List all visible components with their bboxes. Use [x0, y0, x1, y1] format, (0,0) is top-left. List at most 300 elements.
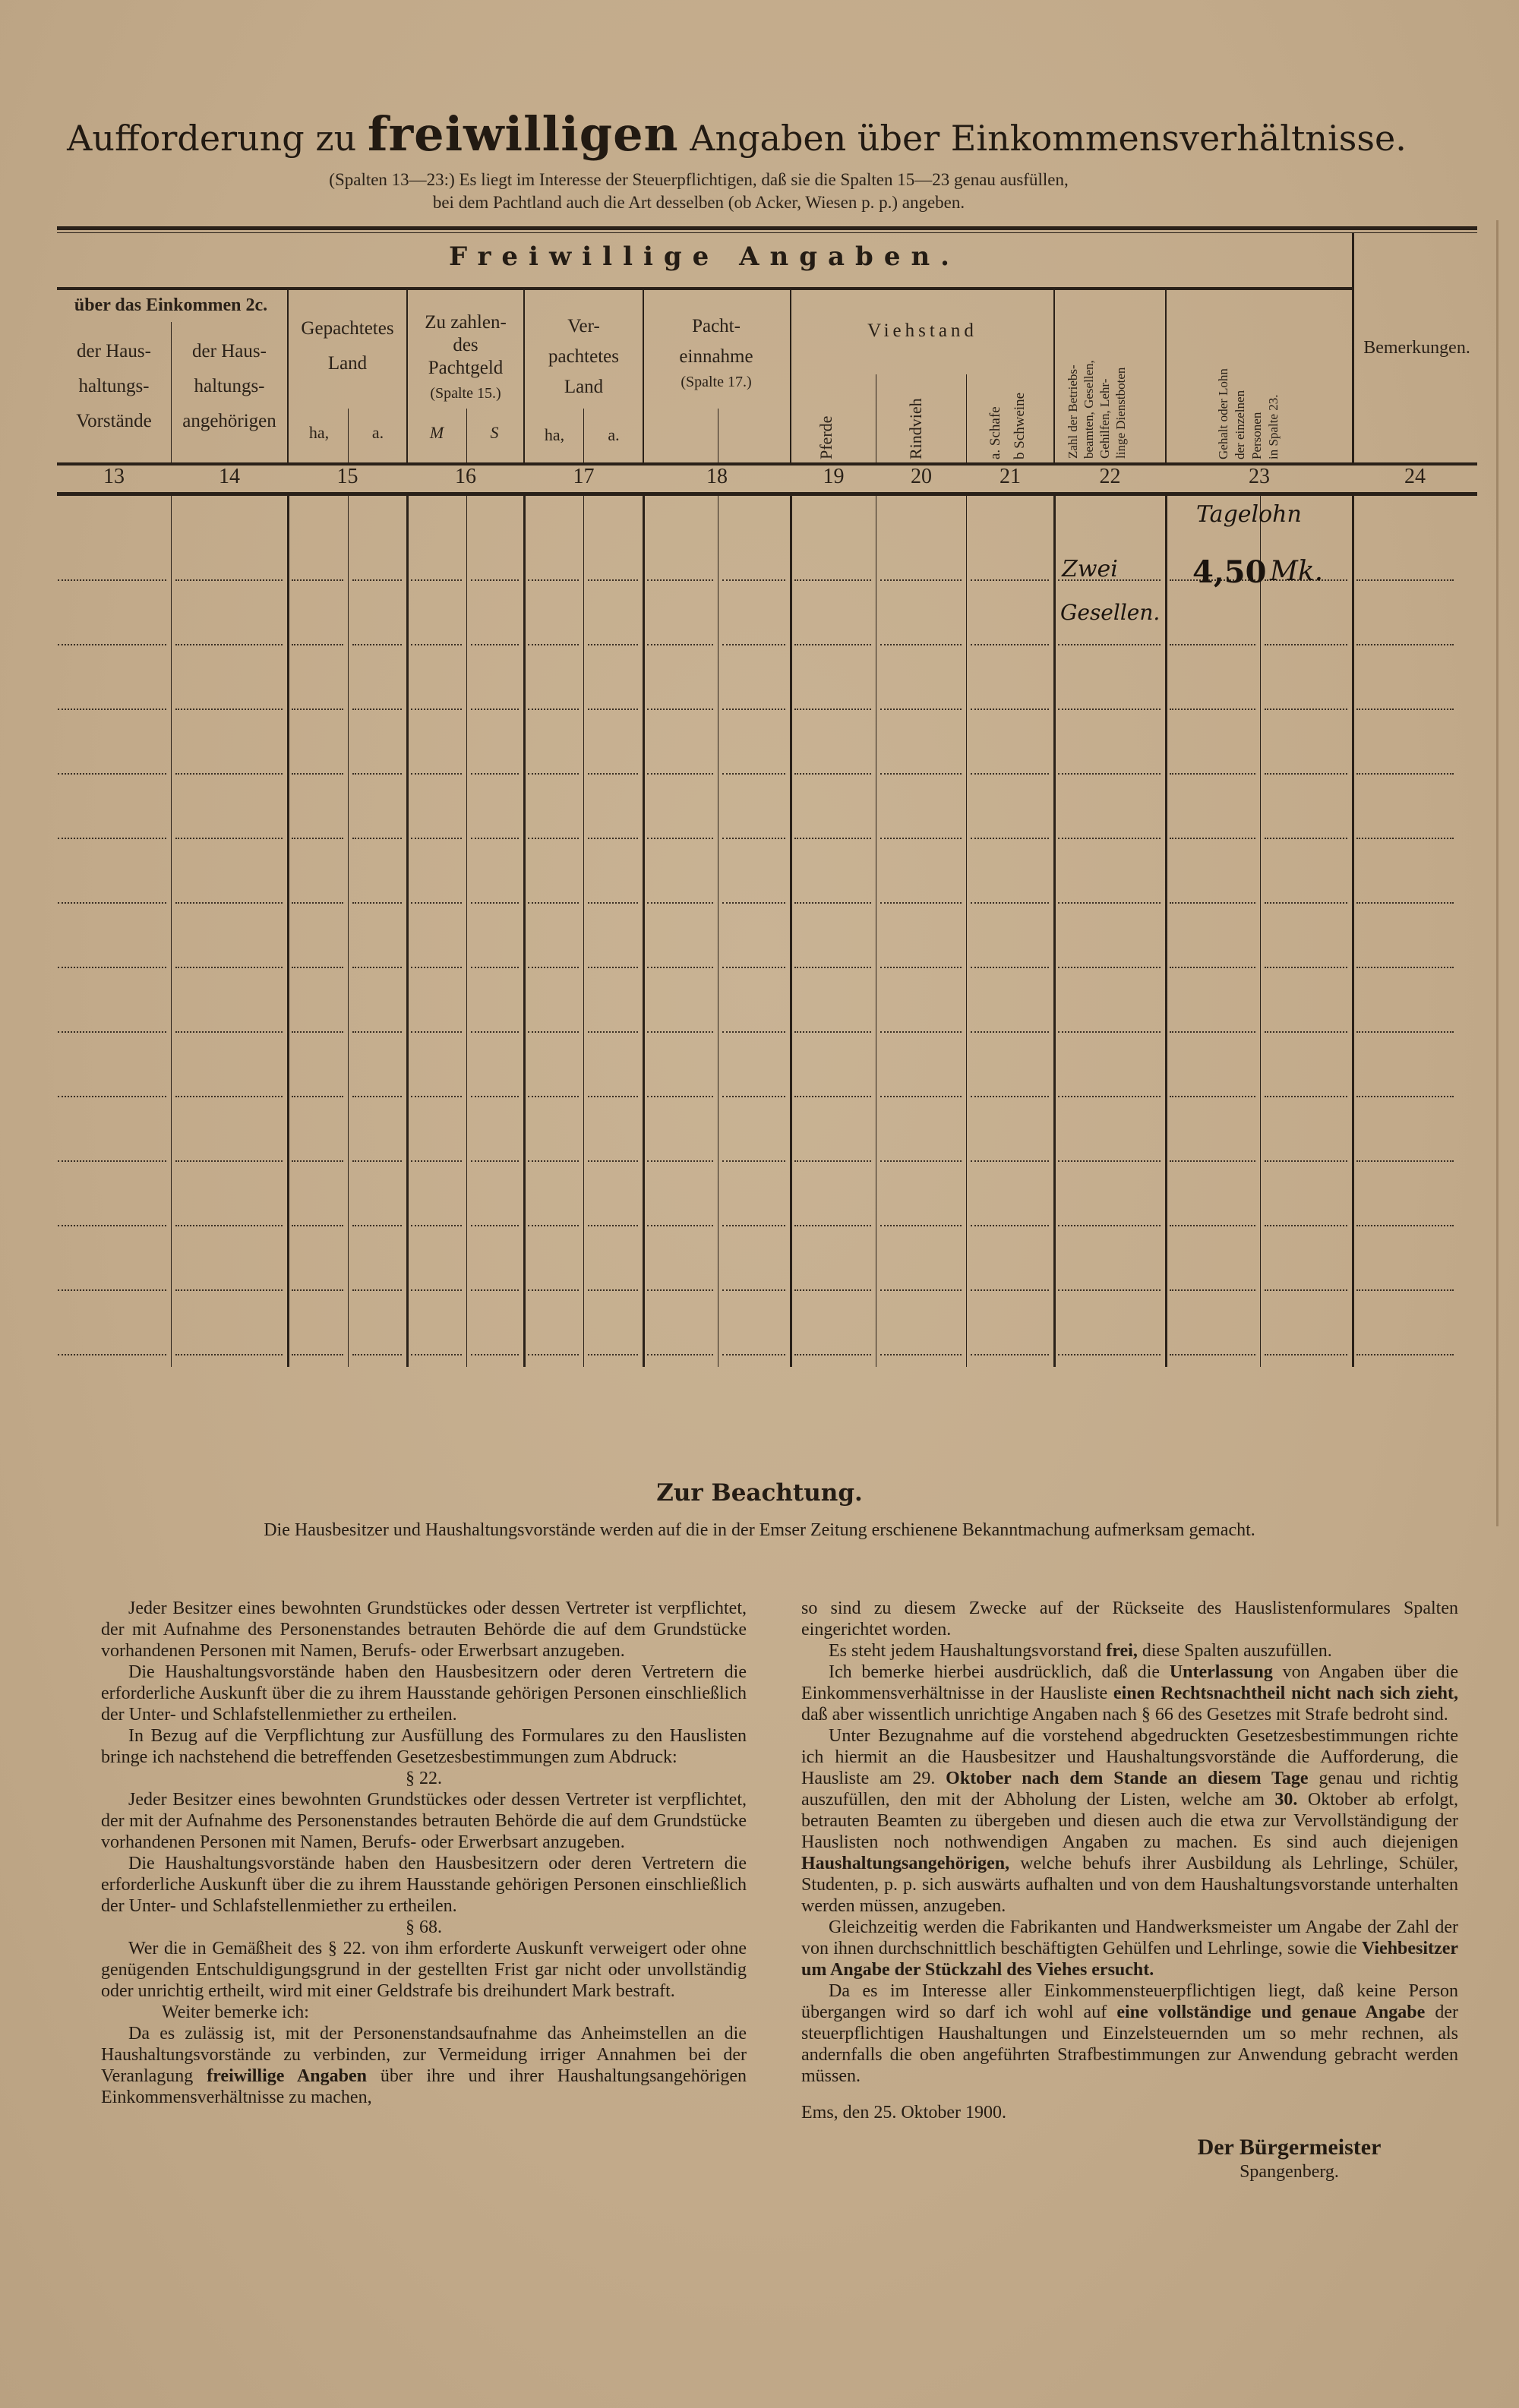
grid-column-line — [1352, 496, 1354, 1367]
grid-row-dotted-line — [1170, 709, 1255, 710]
grid-row-dotted-line — [1265, 1031, 1347, 1033]
grid-row-dotted-line — [971, 838, 1049, 839]
grid-row-dotted-line — [722, 1031, 785, 1033]
grid-row-dotted-line — [647, 709, 713, 710]
grid-row-dotted-line — [58, 1289, 166, 1291]
grid-column-line — [966, 496, 967, 1367]
grid-column-line — [643, 496, 645, 1367]
column-number: 24 — [1404, 465, 1426, 488]
grid-row-dotted-line — [1356, 644, 1454, 645]
grid-row-dotted-line — [794, 902, 871, 904]
grid-row-dotted-line — [1058, 644, 1161, 645]
grid-row-dotted-line — [588, 902, 638, 904]
grid-row-dotted-line — [411, 1096, 462, 1097]
grid-row-dotted-line — [411, 1289, 462, 1291]
grid-row-dotted-line — [292, 644, 343, 645]
grid-row-dotted-line — [647, 644, 713, 645]
grid-row-dotted-line — [292, 838, 343, 839]
grid-row-dotted-line — [722, 902, 785, 904]
grid-row-dotted-line — [58, 1354, 166, 1355]
grid-row-dotted-line — [722, 1160, 785, 1162]
table-top-rule — [57, 226, 1477, 230]
grid-column-line — [171, 496, 172, 1367]
grid-row-dotted-line — [58, 967, 166, 968]
column-number: 19 — [823, 465, 845, 488]
emphasis: frei, — [1106, 1641, 1138, 1661]
grid-row-dotted-line — [1170, 1225, 1255, 1226]
section-heading: Freiwillige Angaben. — [448, 241, 961, 272]
grid-row-dotted-line — [647, 1160, 713, 1162]
paragraph: Jeder Besitzer eines bewohnten Grundstückes oder dessen Vertreter ist verpflichtet, der mit Aufnahme des Personenstandes betrauten Behörde die auf dem Grundstücke vorhandenen Personen mit Namen, Berufs- oder Erwerbsart anzugeben. — [101, 1598, 747, 1661]
column-number: 18 — [706, 465, 728, 488]
grid-row-dotted-line — [1170, 1289, 1255, 1291]
grid-row-dotted-line — [1356, 902, 1454, 904]
grid-row-dotted-line — [352, 1289, 402, 1291]
signature-title: Der Bürgermeister — [1197, 2135, 1382, 2160]
grid-row-dotted-line — [647, 773, 713, 775]
grid-row-dotted-line — [971, 1289, 1049, 1291]
grid-row-dotted-line — [794, 579, 871, 581]
grid-row-dotted-line — [471, 773, 519, 775]
text: diese Spalten auszufüllen. — [1142, 1641, 1332, 1661]
grid-row-dotted-line — [352, 773, 402, 775]
grid-row-dotted-line — [58, 773, 166, 775]
grid-column-line — [583, 496, 584, 1367]
title-post: Angaben über Einkommensverhältnisse. — [690, 118, 1407, 159]
grid-row-dotted-line — [352, 1225, 402, 1226]
header-col-15: Gepachtetes Land — [301, 318, 394, 374]
grid-row-dotted-line — [471, 902, 519, 904]
grid-row-dotted-line — [1058, 1160, 1161, 1162]
sub-divider-17 — [583, 409, 584, 464]
grid-row-dotted-line — [880, 773, 962, 775]
grid-row-dotted-line — [1170, 1354, 1255, 1355]
paragraph: In Bezug auf die Verpflichtung zur Ausfüllung des Formulares zu den Hauslisten bringe ich nachstehend die betreffenden Gesetzesbestimmungen zum Abdruck: — [101, 1726, 747, 1767]
grid-row-dotted-line — [58, 1160, 166, 1162]
grid-row-dotted-line — [292, 1354, 343, 1355]
grid-row-dotted-line — [471, 579, 519, 581]
header-col-16-pfennig: S — [490, 423, 499, 442]
grid-row-dotted-line — [411, 967, 462, 968]
grid-column-line — [1260, 496, 1261, 1367]
grid-row-dotted-line — [971, 1096, 1049, 1097]
grid-row-dotted-line — [58, 838, 166, 839]
grid-row-dotted-line — [588, 967, 638, 968]
grid-row-dotted-line — [528, 1289, 579, 1291]
grid-row-dotted-line — [352, 967, 402, 968]
grid-row-dotted-line — [528, 1160, 579, 1162]
grid-row-dotted-line — [528, 1031, 579, 1033]
grid-row-dotted-line — [647, 1354, 713, 1355]
grid-row-dotted-line — [722, 709, 785, 710]
grid-row-dotted-line — [58, 709, 166, 710]
paragraph — [801, 1917, 1458, 1980]
header-col-21: a. Schafe b Schweine — [987, 392, 1028, 459]
paragraph: Wer die in Gemäßheit des § 22. von ihm erforderte Auskunft verweigert oder ohne genügenden Entschuldigungsgrund in der gestellten Frist gar nicht oder unvollständig oder unrichtig ertheilt, wird mit einer Geldstrafe bis dreihundert Mark bestraft. — [101, 1939, 747, 2001]
grid-row-dotted-line — [411, 773, 462, 775]
header-col-17: Ver- pachtetes Land — [548, 316, 619, 397]
document-title — [0, 106, 1473, 162]
grid-row-dotted-line — [528, 773, 579, 775]
grid-row-dotted-line — [352, 1096, 402, 1097]
paragraph — [801, 1662, 1458, 1725]
header-col-13: der Haus- haltungs- Vorstände — [76, 341, 152, 431]
grid-row-dotted-line — [722, 579, 785, 581]
header-col-15-ha: ha, — [308, 423, 330, 442]
grid-row-dotted-line — [528, 967, 579, 968]
grid-row-dotted-line — [1170, 838, 1255, 839]
grid-row-dotted-line — [794, 1031, 871, 1033]
grid-row-dotted-line — [647, 579, 713, 581]
grid-row-dotted-line — [1265, 709, 1347, 710]
grid-row-dotted-line — [722, 1354, 785, 1355]
grid-row-dotted-line — [647, 1289, 713, 1291]
grid-row-dotted-line — [292, 1096, 343, 1097]
paragraph — [801, 1640, 1458, 1662]
grid-row-dotted-line — [175, 709, 283, 710]
grid-row-dotted-line — [722, 838, 785, 839]
grid-row-dotted-line — [528, 1354, 579, 1355]
col-divider-18-19-header — [790, 290, 791, 464]
text: Es steht jedem Haushaltungsvorstand — [829, 1641, 1102, 1661]
grid-row-dotted-line — [1356, 1225, 1454, 1226]
grid-row-dotted-line — [58, 1096, 166, 1097]
header-col-24: Bemerkungen. — [1363, 338, 1470, 358]
grid-row-dotted-line — [352, 1031, 402, 1033]
column-number: 16 — [455, 465, 476, 488]
grid-row-dotted-line — [1058, 967, 1161, 968]
grid-row-dotted-line — [647, 1031, 713, 1033]
col-divider-22-23-header — [1165, 290, 1167, 464]
grid-row-dotted-line — [971, 1160, 1049, 1162]
header-col-16: Zu zahlen- des Pachtgeld — [425, 312, 507, 378]
grid-row-dotted-line — [1058, 1354, 1161, 1355]
grid-row-dotted-line — [971, 644, 1049, 645]
paper-fold — [1496, 220, 1498, 1526]
subtitle-line-1: (Spalten 13—23:) Es liegt im Interesse der Steuerpflichtigen, daß sie die Spalten 15—23 genau ausfüllen, — [329, 170, 1069, 189]
grid-row-dotted-line — [175, 1289, 283, 1291]
grid-row-dotted-line — [588, 1096, 638, 1097]
grid-row-dotted-line — [1058, 1096, 1161, 1097]
notice-subtitle: Die Hausbesitzer und Haushaltungsvorstände werden auf die in der Emser Zeitung erschienene Bekanntmachung aufmerksam gemacht. — [264, 1520, 1255, 1540]
grid-row-dotted-line — [880, 644, 962, 645]
text: welche behufs ihrer Ausbildung als Lehrlinge, Schüler, Studenten, p. p. sich auswärts aufhalten und von dem Haushaltungsvorstande unterhalten werden müssen, anzugeben. — [801, 1854, 1459, 1916]
grid-row-dotted-line — [58, 644, 166, 645]
grid-row-dotted-line — [471, 1354, 519, 1355]
emphasis: eine vollständige und genaue Angabe — [1116, 2002, 1426, 2022]
column-number: 21 — [1000, 465, 1021, 488]
grid-row-dotted-line — [352, 709, 402, 710]
grid-row-dotted-line — [292, 579, 343, 581]
grid-row-dotted-line — [175, 1225, 283, 1226]
grid-row-dotted-line — [647, 902, 713, 904]
notice-right-column — [801, 1598, 1458, 2182]
grid-row-dotted-line — [471, 1096, 519, 1097]
grid-row-dotted-line — [1265, 902, 1347, 904]
grid-row-dotted-line — [411, 902, 462, 904]
grid-row-dotted-line — [292, 967, 343, 968]
grid-row-dotted-line — [880, 838, 962, 839]
paragraph: Die Haushaltungsvorstände haben den Hausbesitzern oder deren Vertretern die erforderliche Auskunft über die zu ihrem Hausstande gehörigen Personen einschließlich der Unter- und Schlafstellenmiether zu ertheilen. — [101, 1854, 747, 1916]
handwritten-c23-unit: Mk. — [1270, 556, 1324, 587]
grid-row-dotted-line — [528, 1225, 579, 1226]
grid-row-dotted-line — [1356, 1031, 1454, 1033]
grid-row-dotted-line — [588, 1354, 638, 1355]
grid-row-dotted-line — [971, 579, 1049, 581]
header-viehstand: Viehstand — [867, 320, 977, 341]
emphasis: Viehbesitzer um Angabe der Stückzahl des Viehes ersucht. — [801, 1939, 1459, 1980]
grid-row-dotted-line — [794, 1225, 871, 1226]
signature-name: Spangenberg. — [1240, 2162, 1339, 2182]
column-number: 22 — [1099, 465, 1121, 488]
grid-row-dotted-line — [411, 709, 462, 710]
grid-row-dotted-line — [1265, 838, 1347, 839]
grid-row-dotted-line — [471, 1160, 519, 1162]
column-number: 13 — [103, 465, 125, 488]
grid-row-dotted-line — [175, 967, 283, 968]
grid-row-dotted-line — [1356, 1289, 1454, 1291]
grid-row-dotted-line — [794, 1160, 871, 1162]
grid-row-dotted-line — [471, 1031, 519, 1033]
grid-row-dotted-line — [588, 644, 638, 645]
grid-row-dotted-line — [880, 709, 962, 710]
header-col-22: Zahl der Betriebs- beamten, Gesellen, Gehilfen, Lehr- linge Dienstboten — [1066, 360, 1128, 459]
emphasis: Oktober nach dem Stande an diesem Tage — [946, 1769, 1309, 1788]
grid-row-dotted-line — [352, 579, 402, 581]
grid-row-dotted-line — [411, 838, 462, 839]
grid-row-dotted-line — [880, 1160, 962, 1162]
paragraph: Die Haushaltungsvorstände haben den Hausbesitzern oder deren Vertretern die erforderliche Auskunft über die zu ihrem Hausstande gehörigen Personen einschließlich der Unter- und Schlafstellenmiether zu ertheilen. — [101, 1662, 747, 1725]
column-number: 17 — [573, 465, 595, 488]
grid-row-dotted-line — [971, 709, 1049, 710]
handwritten-c22-line2: Gesellen. — [1060, 600, 1161, 625]
grid-row-dotted-line — [175, 1096, 283, 1097]
grid-row-dotted-line — [880, 1289, 962, 1291]
grid-row-dotted-line — [1265, 1096, 1347, 1097]
sub-divider-20-21 — [966, 374, 967, 464]
text: Ich bemerke hierbei ausdrücklich, daß die — [829, 1662, 1161, 1682]
grid-row-dotted-line — [352, 838, 402, 839]
grid-row-dotted-line — [411, 1354, 462, 1355]
grid-row-dotted-line — [647, 838, 713, 839]
text: der steuerpflichtigen Haushaltungen und Einzelsteuernden um so mehr rechnen, als andernfalls die oben angeführten Strafbestimmungen zur Anwendung gebracht werden müssen. — [801, 2002, 1459, 2086]
subtitle-line-2: bei dem Pachtland auch die Art desselben (ob Acker, Wiesen p. p.) angeben. — [432, 193, 965, 212]
grid-row-dotted-line — [722, 967, 785, 968]
grid-row-dotted-line — [1170, 1031, 1255, 1033]
emphasis: freiwillige Angaben — [207, 2066, 367, 2086]
grid-row-dotted-line — [58, 1031, 166, 1033]
grid-row-dotted-line — [292, 902, 343, 904]
header-col-18-note: (Spalte 17.) — [681, 374, 752, 390]
grid-row-dotted-line — [971, 967, 1049, 968]
grid-column-line — [790, 496, 792, 1367]
header-col-23: Gehalt oder Lohn der einzelnen Personen in Spalte 23. — [1216, 368, 1281, 459]
grid-column-line — [348, 496, 349, 1367]
grid-row-dotted-line — [1265, 644, 1347, 645]
grid-row-dotted-line — [1170, 902, 1255, 904]
grid-row-dotted-line — [175, 773, 283, 775]
grid-row-dotted-line — [1265, 773, 1347, 775]
grid-row-dotted-line — [880, 1031, 962, 1033]
grid-column-line — [287, 496, 289, 1367]
grid-row-dotted-line — [647, 1096, 713, 1097]
column-numbers-bottom-rule — [57, 492, 1477, 496]
header-col-15-a: a. — [371, 423, 384, 442]
grid-row-dotted-line — [588, 1289, 638, 1291]
grid-row-dotted-line — [722, 644, 785, 645]
header-rule — [57, 287, 1352, 290]
table-top-rule-thin — [57, 232, 1477, 233]
grid-row-dotted-line — [1265, 1160, 1347, 1162]
grid-row-dotted-line — [1265, 1289, 1347, 1291]
paragraph: Jeder Besitzer eines bewohnten Grundstückes oder dessen Vertreter ist verpflichtet, der mit der Aufnahme des Personenstandes betrauten Behörde die auf dem Grundstücke vorhandenen Personen mit Namen, Berufs- oder Erwerbsart anzugeben. — [101, 1790, 747, 1852]
grid-row-dotted-line — [471, 838, 519, 839]
notice-left-column — [101, 1598, 747, 2108]
grid-column-line — [466, 496, 467, 1367]
header-col-16-mark: M — [429, 423, 444, 442]
grid-row-dotted-line — [1356, 709, 1454, 710]
sub-divider-16 — [466, 409, 467, 464]
grid-row-dotted-line — [647, 967, 713, 968]
grid-row-dotted-line — [588, 1225, 638, 1226]
grid-row-dotted-line — [880, 902, 962, 904]
grid-row-dotted-line — [1058, 902, 1161, 904]
grid-column-line — [406, 496, 409, 1367]
grid-row-dotted-line — [1058, 773, 1161, 775]
handwritten-c23-amount: 4,50 — [1192, 554, 1267, 590]
grid-row-dotted-line — [175, 902, 283, 904]
grid-row-dotted-line — [1170, 773, 1255, 775]
grid-row-dotted-line — [1356, 1096, 1454, 1097]
header-col-19: Pferde — [816, 415, 835, 459]
grid-row-dotted-line — [411, 1225, 462, 1226]
grid-row-dotted-line — [175, 1031, 283, 1033]
grid-row-dotted-line — [58, 579, 166, 581]
section-68-heading: § 68. — [406, 1917, 442, 1937]
grid-row-dotted-line — [588, 773, 638, 775]
emphasis: einen Rechtsnachtheil nicht nach sich zieht, — [1113, 1684, 1458, 1703]
grid-row-dotted-line — [528, 902, 579, 904]
grid-row-dotted-line — [292, 1289, 343, 1291]
title-emphasis: freiwilligen — [367, 106, 679, 162]
text: Da es zulässig ist, mit der Personenstandsaufnahme das Anheimstellen an die Haushaltungsvorstände zu verbinden, zur Vermeidung irriger Annahmen bei der Veranlagung — [101, 2024, 747, 2086]
grid-row-dotted-line — [647, 1225, 713, 1226]
grid-row-dotted-line — [1058, 709, 1161, 710]
grid-row-dotted-line — [411, 1160, 462, 1162]
paragraph — [801, 1980, 1458, 2087]
grid-row-dotted-line — [292, 1160, 343, 1162]
grid-row-dotted-line — [1356, 579, 1454, 581]
grid-row-dotted-line — [1356, 773, 1454, 775]
grid-row-dotted-line — [1356, 1354, 1454, 1355]
grid-row-dotted-line — [471, 644, 519, 645]
grid-row-dotted-line — [528, 1096, 579, 1097]
grid-row-dotted-line — [880, 1096, 962, 1097]
grid-row-dotted-line — [528, 838, 579, 839]
grid-row-dotted-line — [471, 1225, 519, 1226]
column-number: 20 — [911, 465, 932, 488]
grid-row-dotted-line — [411, 644, 462, 645]
grid-row-dotted-line — [471, 1289, 519, 1291]
text: Da es im Interesse aller Einkommensteuerpflichtigen liegt, daß keine Person übergangen wird so darf ich wohl auf — [801, 1981, 1458, 2022]
grid-row-dotted-line — [528, 709, 579, 710]
grid-row-dotted-line — [794, 967, 871, 968]
grid-row-dotted-line — [1170, 1096, 1255, 1097]
emphasis: 30. — [1274, 1790, 1298, 1810]
grid-row-dotted-line — [175, 1354, 283, 1355]
column-number: 15 — [336, 465, 358, 488]
grid-row-dotted-line — [471, 967, 519, 968]
grid-row-dotted-line — [722, 1289, 785, 1291]
grid-row-dotted-line — [794, 773, 871, 775]
text: Unter Bezugnahme auf die vorstehend abgedruckten Gesetzesbestimmungen richte ich hiermit an die Hausbesitzer und Haushaltungsvorstände die Aufforderung, die Hausliste am 29. — [801, 1726, 1458, 1788]
section-22-heading: § 22. — [406, 1769, 442, 1788]
grid-row-dotted-line — [352, 644, 402, 645]
grid-row-dotted-line — [722, 1096, 785, 1097]
grid-row-dotted-line — [1170, 1160, 1255, 1162]
grid-row-dotted-line — [1058, 1031, 1161, 1033]
grid-row-dotted-line — [794, 709, 871, 710]
grid-row-dotted-line — [971, 902, 1049, 904]
paragraph: so sind zu diesem Zwecke auf der Rückseite des Hauslistenformulares Spalten eingerichtet worden. — [801, 1598, 1458, 1640]
grid-row-dotted-line — [794, 1354, 871, 1355]
grid-row-dotted-line — [722, 773, 785, 775]
title-pre: Aufforderung zu — [67, 118, 357, 159]
grid-row-dotted-line — [1265, 967, 1347, 968]
paragraph: Weiter bemerke ich: — [162, 2002, 309, 2022]
grid-row-dotted-line — [1170, 644, 1255, 645]
grid-row-dotted-line — [971, 773, 1049, 775]
income-group-label: über das Einkommen 2c. — [74, 295, 268, 315]
grid-row-dotted-line — [1356, 1160, 1454, 1162]
handwritten-c22-line1: Zwei — [1062, 556, 1118, 582]
grid-row-dotted-line — [794, 1289, 871, 1291]
grid-row-dotted-line — [175, 579, 283, 581]
text: Gleichzeitig werden die Fabrikanten und Handwerksmeister um Angabe der Zahl der von ihnen durchschnittlich beschäftigten Gehülfen und Lehrlinge, sowie die — [801, 1917, 1458, 1958]
grid-row-dotted-line — [588, 838, 638, 839]
grid-row-dotted-line — [471, 709, 519, 710]
grid-row-dotted-line — [971, 1354, 1049, 1355]
text: von Angaben über die Einkommensverhältnisse in der Hausliste — [801, 1662, 1458, 1703]
grid-row-dotted-line — [880, 967, 962, 968]
grid-row-dotted-line — [880, 1354, 962, 1355]
handwritten-c23-line1: Tagelohn — [1196, 501, 1302, 528]
grid-row-dotted-line — [292, 1031, 343, 1033]
grid-row-dotted-line — [588, 709, 638, 710]
grid-row-dotted-line — [58, 1225, 166, 1226]
document-subtitle — [0, 169, 1397, 214]
grid-row-dotted-line — [411, 579, 462, 581]
grid-row-dotted-line — [175, 644, 283, 645]
column-number: 23 — [1249, 465, 1270, 488]
grid-row-dotted-line — [588, 1160, 638, 1162]
grid-row-dotted-line — [794, 838, 871, 839]
grid-row-dotted-line — [588, 579, 638, 581]
text: genau und richtig auszufüllen, den mit der Abholung der Listen, welche am — [801, 1769, 1458, 1810]
col-divider-21-22-header — [1053, 290, 1055, 464]
sub-divider-15 — [348, 409, 349, 464]
grid-row-dotted-line — [352, 1160, 402, 1162]
column-number: 14 — [219, 465, 240, 488]
grid-row-dotted-line — [411, 1031, 462, 1033]
header-col-17-a: a. — [608, 425, 620, 444]
date-line: Ems, den 25. Oktober 1900. — [801, 2103, 1006, 2122]
paragraph — [101, 2023, 747, 2108]
header-col-16-note: (Spalte 15.) — [430, 385, 501, 402]
grid-row-dotted-line — [794, 1096, 871, 1097]
grid-row-dotted-line — [1356, 967, 1454, 968]
grid-row-dotted-line — [722, 1225, 785, 1226]
